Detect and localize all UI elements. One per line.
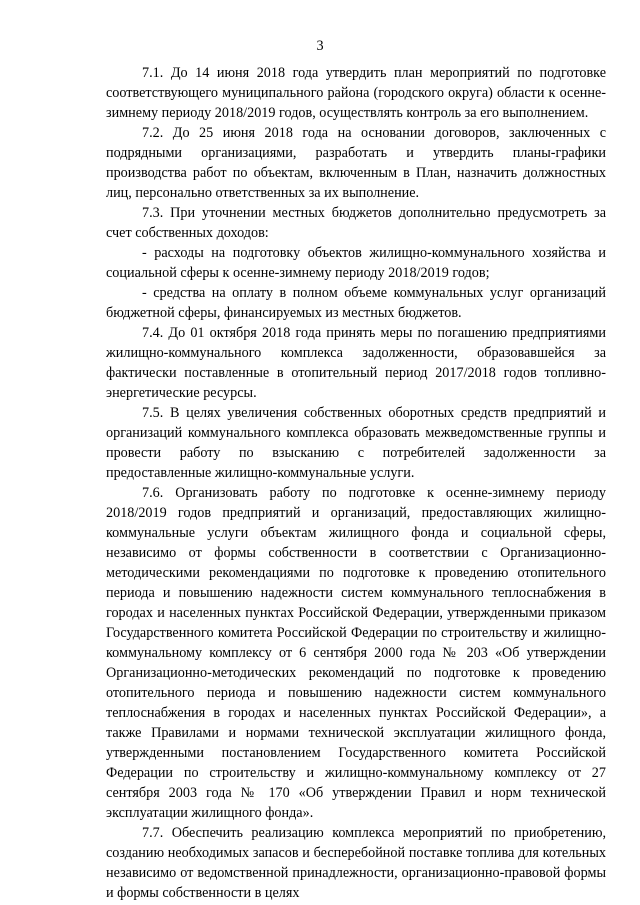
list-item-funds: - средства на оплату в полном объеме коммунальных услуг организаций бюджетной сферы, финансируемых из местных бюджетов.: [106, 285, 606, 321]
page-number: 3: [316, 38, 324, 54]
paragraph-7-3: 7.3. При уточнении местных бюджетов дополнительно предусмотреть за счет собственных доходов:: [106, 205, 606, 241]
document-body: [106, 63, 606, 903]
paragraph-7-6: 7.6. Организовать работу по подготовке к осенне-зимнему периоду 2018/2019 годов предприятий и организаций, предоставляющих жилищно-коммунальные услуги объектам жилищного фонда и социальной сферы, независимо от формы собственности в соответствии с Организационно-методическими рекомендациями по подготовке к проведению отопительного периода и повышению надежности систем коммунального теплоснабжения в городах и населенных пунктах Российской Федерации, утвержденными приказом Государственного комитета Российской Федерации по строительству и жилищно-коммунальному комплексу от 6 сентября 2000 года № 203 «Об утверждении Организационно-методических рекомендаций по подготовке к проведению отопительного периода и повышению надежности систем коммунального теплоснабжения в городах и населенных пунктах Российской Федерации», а также Правилами и нормами технической эксплуатации жилищного фонда, утвержденными постановлением Государственного комитета Российской Федерации по строительству и жилищно-коммунальному комплексу от 27 сентября 2003 года № 170 «Об утверждении Правил и норм технической эксплуатации жилищного фонда».: [106, 485, 606, 821]
list-item-expenses: - расходы на подготовку объектов жилищно-коммунального хозяйства и социальной сферы к осенне-зимнему периоду 2018/2019 годов;: [106, 245, 606, 281]
paragraph-7-2: 7.2. До 25 июня 2018 года на основании договоров, заключенных с подрядными организациями, разработать и утвердить планы-графики производства работ по объектам, включенным в План, назначить должностных лиц, персонально ответственных за их выполнение.: [106, 125, 606, 201]
paragraph-7-7: 7.7. Обеспечить реализацию комплекса мероприятий по приобретению, созданию необходимых запасов и бесперебойной поставке топлива для котельных независимо от ведомственной принадлежности, организационно-правовой формы и формы собственности в целях: [106, 825, 606, 901]
paragraph-7-1: 7.1. До 14 июня 2018 года утвердить план мероприятий по подготовке соответствующего муниципального района (городского округа) области к осенне-зимнему периоду 2018/2019 годов, осуществлять контроль за его выполнением.: [106, 65, 606, 121]
paragraph-7-4: 7.4. До 01 октября 2018 года принять меры по погашению предприятиями жилищно-коммунального комплекса задолженности, образовавшейся за фактически поставленные в отопительный период 2017/2018 годов топливно-энергетические ресурсы.: [106, 325, 606, 401]
paragraph-7-5: 7.5. В целях увеличения собственных оборотных средств предприятий и организаций коммунального комплекса образовать межведомственные группы и провести работу по взысканию с потребителей задолженности за предоставленные жилищно-коммунальные услуги.: [106, 405, 606, 481]
